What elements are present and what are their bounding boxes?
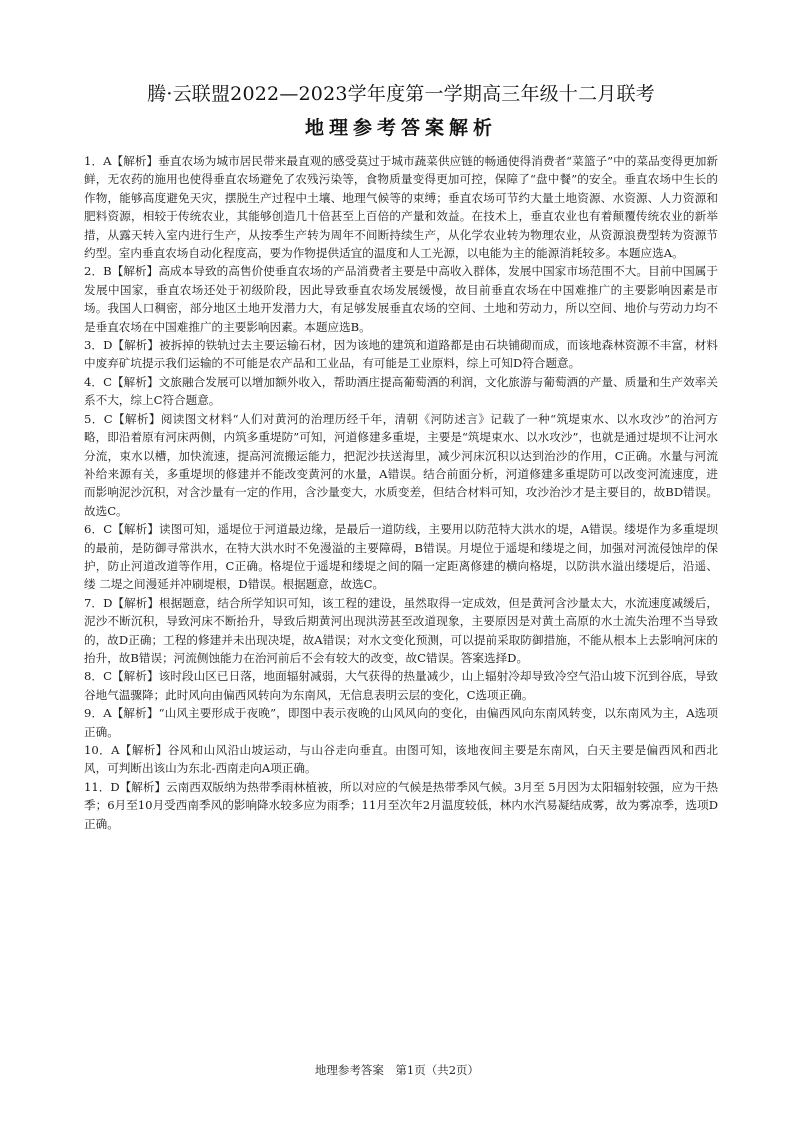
answer-item-8: 8．C【解析】该时段山区已日落，地面辐射减弱，大气获得的热量减少，山上辐射冷却导致冷空气沿山坡下沉到谷底，导致谷地气温骤降；此时风向由偏西风转向为东南风，无信息表明云层的变化，C选项正确。 [84,669,718,702]
answer-item-11: 11．D【解析】云南西双版纳为热带季雨林植被，所以对应的气候是热带季风气候。3月至 5月因为太阳辐射较强，应为干热季；6月至10月受西南季风的影响降水较多应为雨季；11月至次年2月温度较低，林内水汽易凝结成雾，故为雾凉季，选项D正确。 [84,779,718,831]
exam-header-title: 腾·云联盟2022—2023学年度第一学期高三年级十二月联考 [147,83,655,105]
answer-item-2: 2．B【解析】高成本导致的高售价使垂直农场的产品消费者主要是中高收入群体，发展中国家市场范围不大。目前中国属于发展中国家，垂直农场还处于初级阶段，因此导致垂直农场发展缓慢，故目前垂直农场在中国难推广的主要影响因素是市场。我国人口稠密，部分地区土地开发潜力大，有足够发展垂直农场的空间、土地和劳动力，所以空间、地价与劳动力均不是垂直农场在中国难推广的主要影响因素。本题应选B。 [84,264,718,334]
page-footer: 地理参考答案 第1页（共2页） [314,1063,480,1077]
answer-item-7: 7．D【解析】根据题意，结合所学知识可知，该工程的建设，虽然取得一定成效，但是黄河含沙量太大，水流速度减缓后，泥沙不断沉积，导致河床不断抬升，导致后期黄河出现洪涝甚至改道现象，主要原因是对黄土高原的水土流失治理不当导致的，故D正确；工程的修建并未出现决堤，故A错误；对水文变化预测，可以提前采取防御措施，不能从根本上去影响河床的抬升，故B错误；河流侧蚀能力在治河前后不会有较大的改变，故C错误。答案选择D。 [84,595,718,665]
answer-item-6: 6．C【解析】读图可知，遥堤位于河道最边缘，是最后一道防线，主要用以防范特大洪水的堤，A错误。缕堤作为多重堤坝的最前，是防御寻常洪水，在特大洪水时不免漫溢的主要障碍，B错误。月堤位于遥堤和缕堤之间，加强对河流侵蚀岸的保护，防止河道改道等作用，C正确。格堤位于遥堤和缕堤之间的隔一定距离修建的横向格堤，以防洪水溢出缕堤后，沿遥、缕 二堤之间漫延并冲刷堤根，D错误。根据题意，故选C。 [84,522,718,592]
document-title: 地理参考答案解析 [304,117,497,139]
answer-item-4: 4．C【解析】文旅融合发展可以增加额外收入，帮助酒庄提高葡萄酒的利润，文化旅游与葡萄酒的产量、质量和生产效率关系不大，综上C符合题意。 [84,374,718,408]
answer-item-10: 10．A【解析】谷风和山风沿山坡运动，与山谷走向垂直。由图可知，该地夜间主要是东南风，白天主要是偏西风和西北风，可判断出该山为东北-西南走向A项正确。 [84,743,718,776]
answer-item-3: 3．D【解析】被拆掉的铁轨过去主要运输石材，因为该地的建筑和道路都是由石块铺砌而成，而该地森林资源不丰富，材料中废弃矿坑提示我们运输的不可能是农产品和工业品，有可能是工业原料，综上可知D符合题意。 [84,338,718,371]
answer-list [84,152,718,833]
answer-item-9: 9．A【解析】“山风主要形成于夜晚”，即图中表示夜晚的山风风向的变化，由偏西风向东南风转变，以东南风为主，A选项正确。 [84,706,718,739]
answer-item-1: 1．A【解析】垂直农场为城市居民带来最直观的感受莫过于城市蔬菜供应链的畅通使得消费者“菜篮子”中的菜品变得更加新鲜，无农药的施用也使得垂直农场避免了农残污染等，食物质量变得更加可控，保障了“盘中餐”的安全。垂直农场中生长的作物，能够高度避免天灾，摆脱生产过程中土壤、地理气候等的束缚；垂直农场可节约大量土地资源、水资源、人力资源和肥料资源，相较于传统农业，其能够创造几十倍甚至上百倍的产量和效益。在技术上，垂直农业也有着颠覆传统农业的新举措，从露天转入室内进行生产，从按季生产转为周年不间断持续生产，从化学农业转为物理农业，从资源浪费型转为资源节约型。室内垂直农场自动化程度高，要为作物提供适宜的温度和人工光源，以电能为主的能源消耗较多。本题应选A。 [84,154,718,261]
answer-item-5: 5．C【解析】阅读图文材料“人们对黄河的治理历经千年，清朝《河防述言》记载了一种“筑堤束水、以水攻沙”的治河方略，即沿着原有河床两侧，内筑多重堤防”可知，河道修建多重堤，主要是“筑堤束水、以水攻沙”，也就是通过堤坝不让河水分流，束水以槽，加快流速，提高河流搬运能力，把泥沙扶送海里，减少河床沉积以达到治沙的作用，C正确。水量与河流补给来源有关，多重堤坝的修建并不能改变黄河的水量，A错误。结合前面分析，河道修建多重堤防可以改变河流速度，进而影响泥沙沉积，对含沙量有一定的作用，含沙量变大，水质变差，但结合材料可知，攻沙治沙才是主要目的，故BD错误。故选C。 [84,411,718,518]
